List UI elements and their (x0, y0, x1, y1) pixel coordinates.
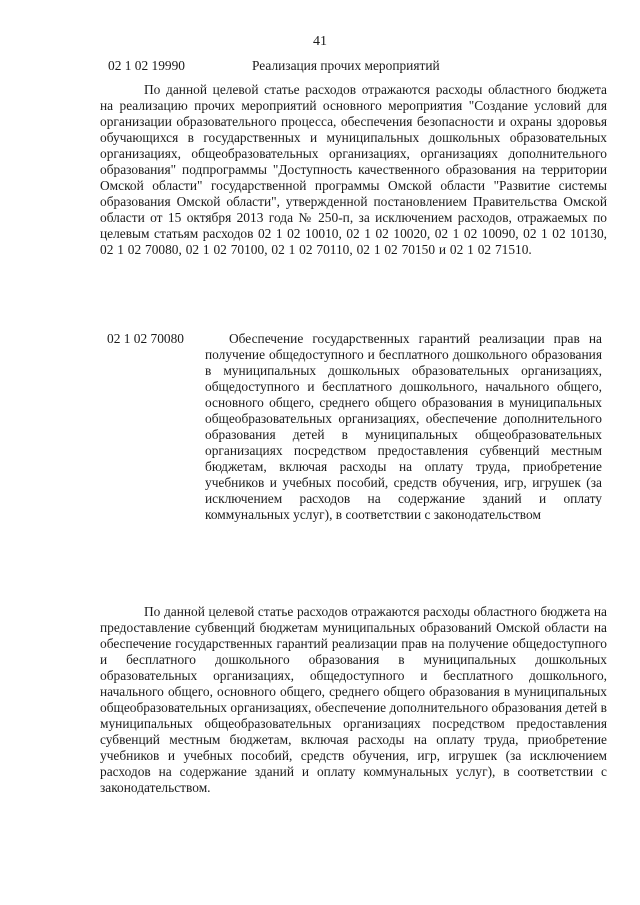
target-code-70080: 02 1 02 70080 (107, 331, 184, 346)
description-paragraph-1: По данной целевой статье расходов отражаются расходы областного бюджета на реализацию прочих мероприятий основного мероприятия "Создание условий для организации образовательного процесса, обеспечения безопасности и охраны здоровья обучающихся в государственных и муниципальных дошкольных образовательных организациях, общеобразовательных организациях, организациях дополнительного образования" подпрограммы "Доступность качественного образования на территории Омской области" государственной программы Омской области "Развитие системы образования Омской области", утвержденной постановлением Правительства Омской области от 15 октября 2013 года № 250-п, за исключением расходов, отражаемых по целевым статьям расходов 02 1 02 10010, 02 1 02 10020, 02 1 02 10090, 02 1 02 10130, 02 1 02 70080, 02 1 02 70100, 02 1 02 70110, 02 1 02 70150 и 02 1 02 71510. (100, 82, 607, 257)
page-number: 41 (313, 34, 327, 49)
target-title: Реализация прочих мероприятий (252, 58, 440, 73)
target-code: 02 1 02 19990 (108, 58, 185, 73)
target-title-70080: Обеспечение государственных гарантий реализации прав на получение общедоступного и бесплатного дошкольного образования в муниципальных дошкольных образовательных организациях, общедоступного и бесплатного дошкольного, начального общего, основного общего, среднего общего образования в муниципальных общеобразовательных организациях, обеспечение дополнительного образования детей в муниципальных общеобразовательных организациях посредством предоставления субвенций местным бюджетам, включая расходы на оплату труда, приобретение учебников и учебных пособий, средств обучения, игр, игрушек (за исключением расходов на содержание зданий и оплату коммунальных услуг), в соответствии с законодательством (205, 331, 602, 522)
description-paragraph-2: По данной целевой статье расходов отражаются расходы областного бюджета на предоставление субвенций бюджетам муниципальных образований Омской области на обеспечение государственных гарантий реализации прав на получение общедоступного и бесплатного дошкольного образования в муниципальных дошкольных образовательных организациях, общедоступного и бесплатного дошкольного, начального общего, основного общего, среднего общего образования в муниципальных общеобразовательных организациях, обеспечение дополнительного образования детей в муниципальных общеобразовательных организациях посредством предоставления субвенций местным бюджетам, включая расходы на оплату труда, приобретение учебников и учебных пособий, средств обучения, игр, игрушек (за исключением расходов на содержание зданий и оплату коммунальных услуг), в соответствии с законодательством. (100, 604, 607, 795)
